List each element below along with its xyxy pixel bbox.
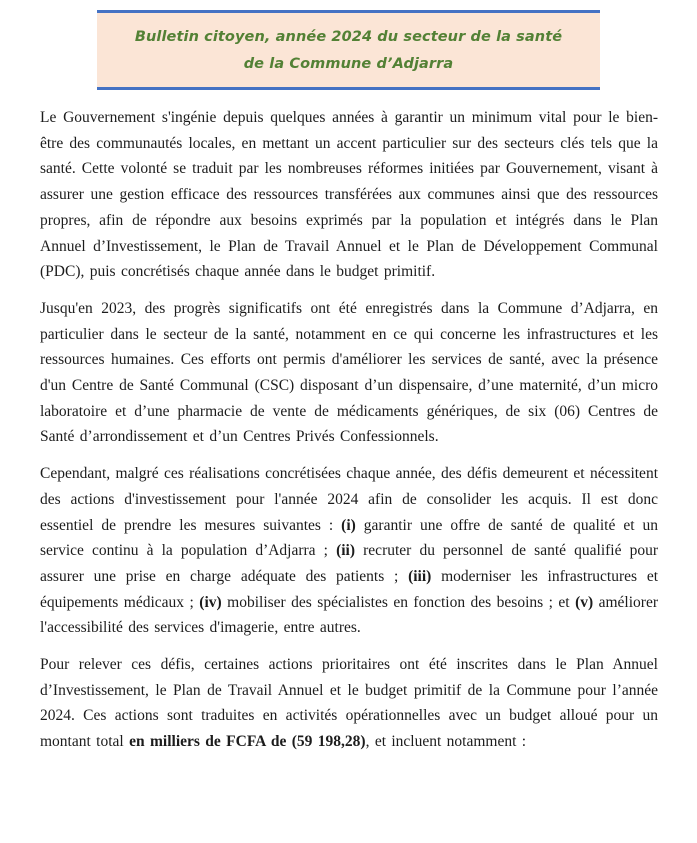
paragraph-progres-2023: Jusqu'en 2023, des progrès significatifs ont été enregistrés dans la Commune d’Adjarra, en particulier dans le secteur de la santé, notamment en ce qui concerne les infrastructures et les ressources humaines. Ces efforts ont permis d'améliorer les services de santé, avec la présence d'un Centre de Santé Communal (CSC) disposant d’un dispensaire, d’une maternité, d’un micro laboratoire et d’une pharmacie de vente de médicaments génériques, de six (06) Centres de Santé d’arrondissement et d’un Centres Privés Confessionnels.: [40, 299, 658, 446]
document-title: Bulletin citoyen, année 2024 du secteur de la santé de la Commune d’Adjarra: [134, 29, 563, 72]
document-title-banner: [97, 10, 600, 90]
paragraph-budget-2024: Pour relever ces défis, certaines actions prioritaires ont été inscrites dans le Plan Annuel d’Investissement, le Plan de Travail Annuel et le budget primitif de la Commune pour l’année 2024. Ces actions sont traduites en activités opérationnelles avec un budget alloué pour un montant total en milliers de FCFA de (59 198,28), et incluent notamment :: [40, 656, 658, 751]
document-body: [0, 105, 697, 755]
paragraph-intro: Le Gouvernement s'ingénie depuis quelques années à garantir un minimum vital pour le bien-être des communautés locales, en mettant un accent particulier sur des secteurs clés tels que la santé. Cette volonté se traduit par les nombreuses réformes initiées par Gouvernement, visant à assurer une gestion efficace des ressources transférées aux communes ainsi que des ressources propres, afin de répondre aux besoins exprimés par la population et intégrés dans le Plan Annuel d’Investissement, le Plan de Travail Annuel et le Plan de Développement Communal (PDC), puis concrétisés chaque année dans le budget primitif.: [40, 109, 658, 281]
paragraph-defis-mesures: Cependant, malgré ces réalisations concrétisées chaque année, des défis demeurent et nécessitent des actions d'investissement pour l'année 2024 afin de consolider les acquis. Il est donc essentiel de prendre les mesures suivantes : (i) garantir une offre de santé de qualité et un service continu à la population d’Adjarra ; (ii) recruter du personnel de santé qualifié pour assurer une prise en charge adéquate des patients ; (iii) moderniser les infrastructures et équipements médicaux ; (iv) mobiliser des spécialistes en fonction des besoins ; et (v) améliorer l'accessibilité des services d'imagerie, entre autres.: [40, 465, 659, 637]
